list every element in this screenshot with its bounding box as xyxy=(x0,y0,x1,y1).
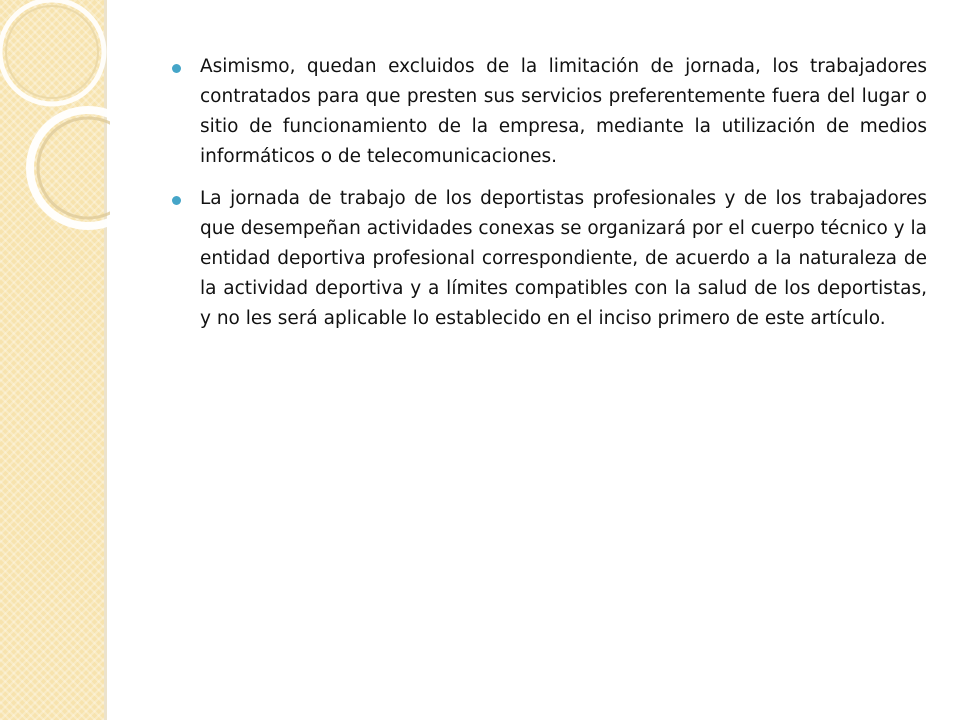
bullet-dot-icon xyxy=(172,196,181,205)
bullet-text: La jornada de trabajo de los deportistas profesionales y de los trabajadores que desempeñan actividades conexas se organizará por el cuerpo técnico y la entidad deportiva profesional correspondiente, de acuerdo a la naturaleza de la actividad deportiva y a límites compatibles con la salud de los deportistas, y no les será aplicable lo establecido en el inciso primero de este artículo. xyxy=(200,188,927,329)
decorative-rings-icon xyxy=(0,0,110,260)
bullet-item xyxy=(170,184,927,334)
bullet-text: Asimismo, quedan excluidos de la limitación de jornada, los trabajadores contratados para que presten sus servicios preferentemente fuera del lugar o sitio de funcionamiento de la empresa, mediante la utilización de medios informáticos o de telecomunicaciones. xyxy=(200,56,927,167)
bullet-item xyxy=(170,52,927,172)
bullet-dot-icon xyxy=(172,64,181,73)
bullet-list xyxy=(170,52,927,334)
content-area xyxy=(170,52,927,346)
